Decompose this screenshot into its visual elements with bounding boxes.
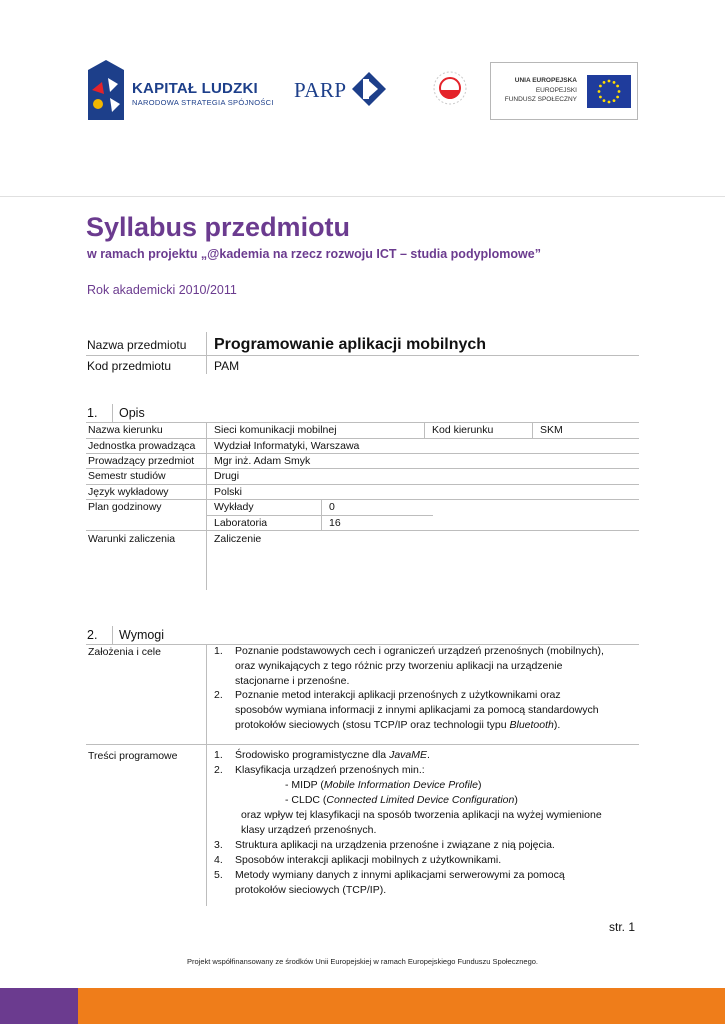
- funding-note: Projekt współfinansowany ze środków Unii Europejskiej w ramach Europejskiego Funduszu Społecznego.: [186, 957, 538, 966]
- header-divider: [0, 196, 725, 197]
- subject-code-label: Kod przedmiotu: [87, 359, 172, 373]
- program-subitem-text: ): [514, 794, 518, 806]
- eu-line3: FUNDUSZ SPOŁECZNY: [504, 96, 577, 103]
- subject-name-label: Nazwa przedmiotu: [87, 338, 187, 352]
- row-rule: [86, 468, 639, 469]
- eu-line2: EUROPEJSKI: [535, 87, 577, 94]
- field-value-grading: Zaliczenie: [214, 533, 262, 545]
- program-item-3-number: 3.: [214, 839, 223, 851]
- subject-divider-horizontal: [86, 355, 639, 356]
- hours-labs-value: 16: [329, 517, 341, 529]
- program-item-1-line: [235, 748, 430, 763]
- field-value-lecturer: Mgr inż. Adam Smyk: [214, 455, 311, 467]
- goal-item-2-text: protokołów sieciowych (stosu TCP/IP oraz technologii typu: [235, 719, 510, 731]
- program-item-1-text: .: [427, 749, 430, 761]
- row-rule: [86, 484, 639, 485]
- program-item-5: [214, 868, 634, 898]
- eu-flag-icon: [587, 75, 631, 108]
- row-rule: [86, 499, 639, 500]
- field-value-language: Polski: [214, 486, 243, 498]
- section1-title: Opis: [119, 406, 145, 420]
- kapital-ludzki-flag-icon: [88, 60, 124, 120]
- field-label-semester: Semestr studiów: [88, 470, 166, 482]
- program-subitem-text: - MIDP (: [285, 779, 324, 791]
- program-item-5-line: Metody wymiany danych z innymi aplikacjami serwerowymi za pomocą: [235, 869, 565, 881]
- field-value-program-code: SKM: [540, 424, 563, 436]
- goal-item-1: [214, 644, 634, 689]
- section2-title: Wymogi: [119, 628, 165, 642]
- goal-item-1-line: stacjonarne i przenośne.: [235, 675, 350, 687]
- goal-item-1-line: Poznanie podstawowych cech i ograniczeń urządzeń przenośnych (mobilnych),: [235, 645, 604, 657]
- goal-item-2-text: ).: [553, 719, 561, 731]
- goal-item-1-number: 1.: [214, 645, 223, 657]
- program-item-5-line: protokołów sieciowych (TCP/IP).: [235, 884, 387, 896]
- subject-name-value: Programowanie aplikacji mobilnych: [214, 336, 487, 353]
- program-item-4-text: Sposobów interakcji aplikacji mobilnych z użytkownikami.: [235, 854, 502, 866]
- section2-number: 2.: [87, 628, 98, 642]
- academic-year: Rok akademicki 2010/2011: [87, 283, 237, 297]
- section1-code-divider-1: [424, 422, 425, 438]
- hours-row-rule: [206, 515, 433, 516]
- program-item-2: [214, 763, 634, 778]
- program-item-3: [214, 838, 634, 853]
- section1-number: 1.: [87, 406, 98, 420]
- section2-heading-divider: [112, 626, 113, 644]
- field-value-semester: Drugi: [214, 470, 240, 482]
- program-item-4-number: 4.: [214, 854, 223, 866]
- page-number: str. 1: [609, 920, 636, 934]
- kapital-ludzki-logo: [88, 60, 278, 122]
- hours-labs-label: Laboratoria: [214, 517, 268, 529]
- program-item-4: [214, 853, 634, 868]
- row-rule: [86, 530, 639, 531]
- row-rule: [86, 453, 639, 454]
- section1-code-divider-2: [532, 422, 533, 438]
- program-item-2-number: 2.: [214, 764, 223, 776]
- hours-lectures-value: 0: [329, 501, 335, 513]
- program-item-1-text: Środowisko programistyczne dla: [235, 749, 390, 761]
- goal-item-2-line: Poznanie metod interakcji aplikacji przenośnych z użytkownikami oraz: [235, 689, 561, 701]
- field-label-language: Język wykładowy: [88, 486, 169, 498]
- program-subitem-text: - CLDC (: [285, 794, 327, 806]
- eu-title: UNIA EUROPEJSKA: [514, 77, 577, 84]
- program-item-3-text: Struktura aplikacji na urządzenia przenośne i związane z nią pojęcia.: [235, 839, 555, 851]
- program-item-1: [214, 748, 634, 763]
- document-title: Syllabus przedmiotu: [86, 212, 351, 242]
- program-subitem-cldc: [285, 793, 518, 808]
- field-label-grading: Warunki zaliczenia: [88, 533, 176, 545]
- section1-heading-divider: [112, 404, 113, 422]
- parp-logo: [294, 72, 394, 110]
- field-label-hours: Plan godzinowy: [88, 501, 162, 513]
- kapital-ludzki-title: KAPITAŁ LUDZKI: [132, 80, 258, 97]
- program-item-2-text: Klasyfikacja urządzeń przenośnych min.:: [235, 764, 425, 776]
- program-item-5-number: 5.: [214, 869, 223, 881]
- university-seal-icon: [432, 68, 468, 110]
- program-subitem-emphasis: Mobile Information Device Profile: [323, 779, 478, 791]
- goal-item-2: [214, 688, 634, 733]
- goal-item-2-line: sposobów wymiana informacji z innymi aplikacjami za pomocą standardowych: [235, 704, 599, 716]
- goal-item-2-emphasis: Bluetooth: [509, 719, 554, 731]
- subject-divider-vertical: [206, 332, 207, 374]
- kapital-ludzki-subtitle: NARODOWA STRATEGIA SPÓJNOŚCI: [132, 98, 274, 107]
- field-label-lecturer: Prowadzący przedmiot: [88, 455, 195, 467]
- footer-band-orange: [78, 988, 725, 1024]
- parp-arrows-icon: [352, 72, 386, 106]
- program-subitem-emphasis: Connected Limited Device Configuration: [326, 794, 515, 806]
- program-item-1-number: 1.: [214, 749, 223, 761]
- parp-text: PARP: [294, 78, 347, 102]
- program-item-2-continuation: oraz wpływ tej klasyfikacji na sposób tworzenia aplikacji na wyżej wymienione: [241, 809, 602, 821]
- goals-bottom-rule: [86, 744, 639, 745]
- program-item-1-emphasis: JavaME: [389, 749, 428, 761]
- field-label-program: Nazwa kierunku: [88, 424, 163, 436]
- program-label: Treści programowe: [88, 750, 178, 762]
- goal-item-1-line: oraz wynikających z tego różnic przy tworzeniu aplikacji na urządzenie: [235, 660, 563, 672]
- eu-logo: [490, 62, 638, 120]
- goal-item-2-line: [235, 718, 560, 733]
- row-rule: [86, 438, 639, 439]
- goals-label: Założenia i cele: [88, 646, 161, 658]
- section1-top-rule: [86, 422, 639, 423]
- field-label-unit: Jednostka prowadząca: [88, 440, 196, 452]
- hours-lectures-label: Wykłady: [214, 501, 254, 513]
- section1-col-divider: [206, 422, 207, 590]
- program-item-2-continuation: klasy urządzeń przenośnych.: [241, 824, 377, 836]
- program-subitem-text: ): [477, 779, 482, 791]
- program-subitem-midp: [285, 778, 481, 793]
- goal-item-2-number: 2.: [214, 689, 223, 701]
- section2-col-divider: [206, 644, 207, 906]
- field-label-program-code: Kod kierunku: [432, 424, 494, 436]
- subject-code-value: PAM: [214, 359, 240, 373]
- footer-band-purple: [0, 988, 78, 1024]
- field-value-unit: Wydział Informatyki, Warszawa: [214, 440, 360, 452]
- field-value-program: Sieci komunikacji mobilnej: [214, 424, 337, 436]
- document-subtitle: w ramach projektu „@kademia na rzecz rozwoju ICT – studia podyplomowe”: [87, 247, 541, 261]
